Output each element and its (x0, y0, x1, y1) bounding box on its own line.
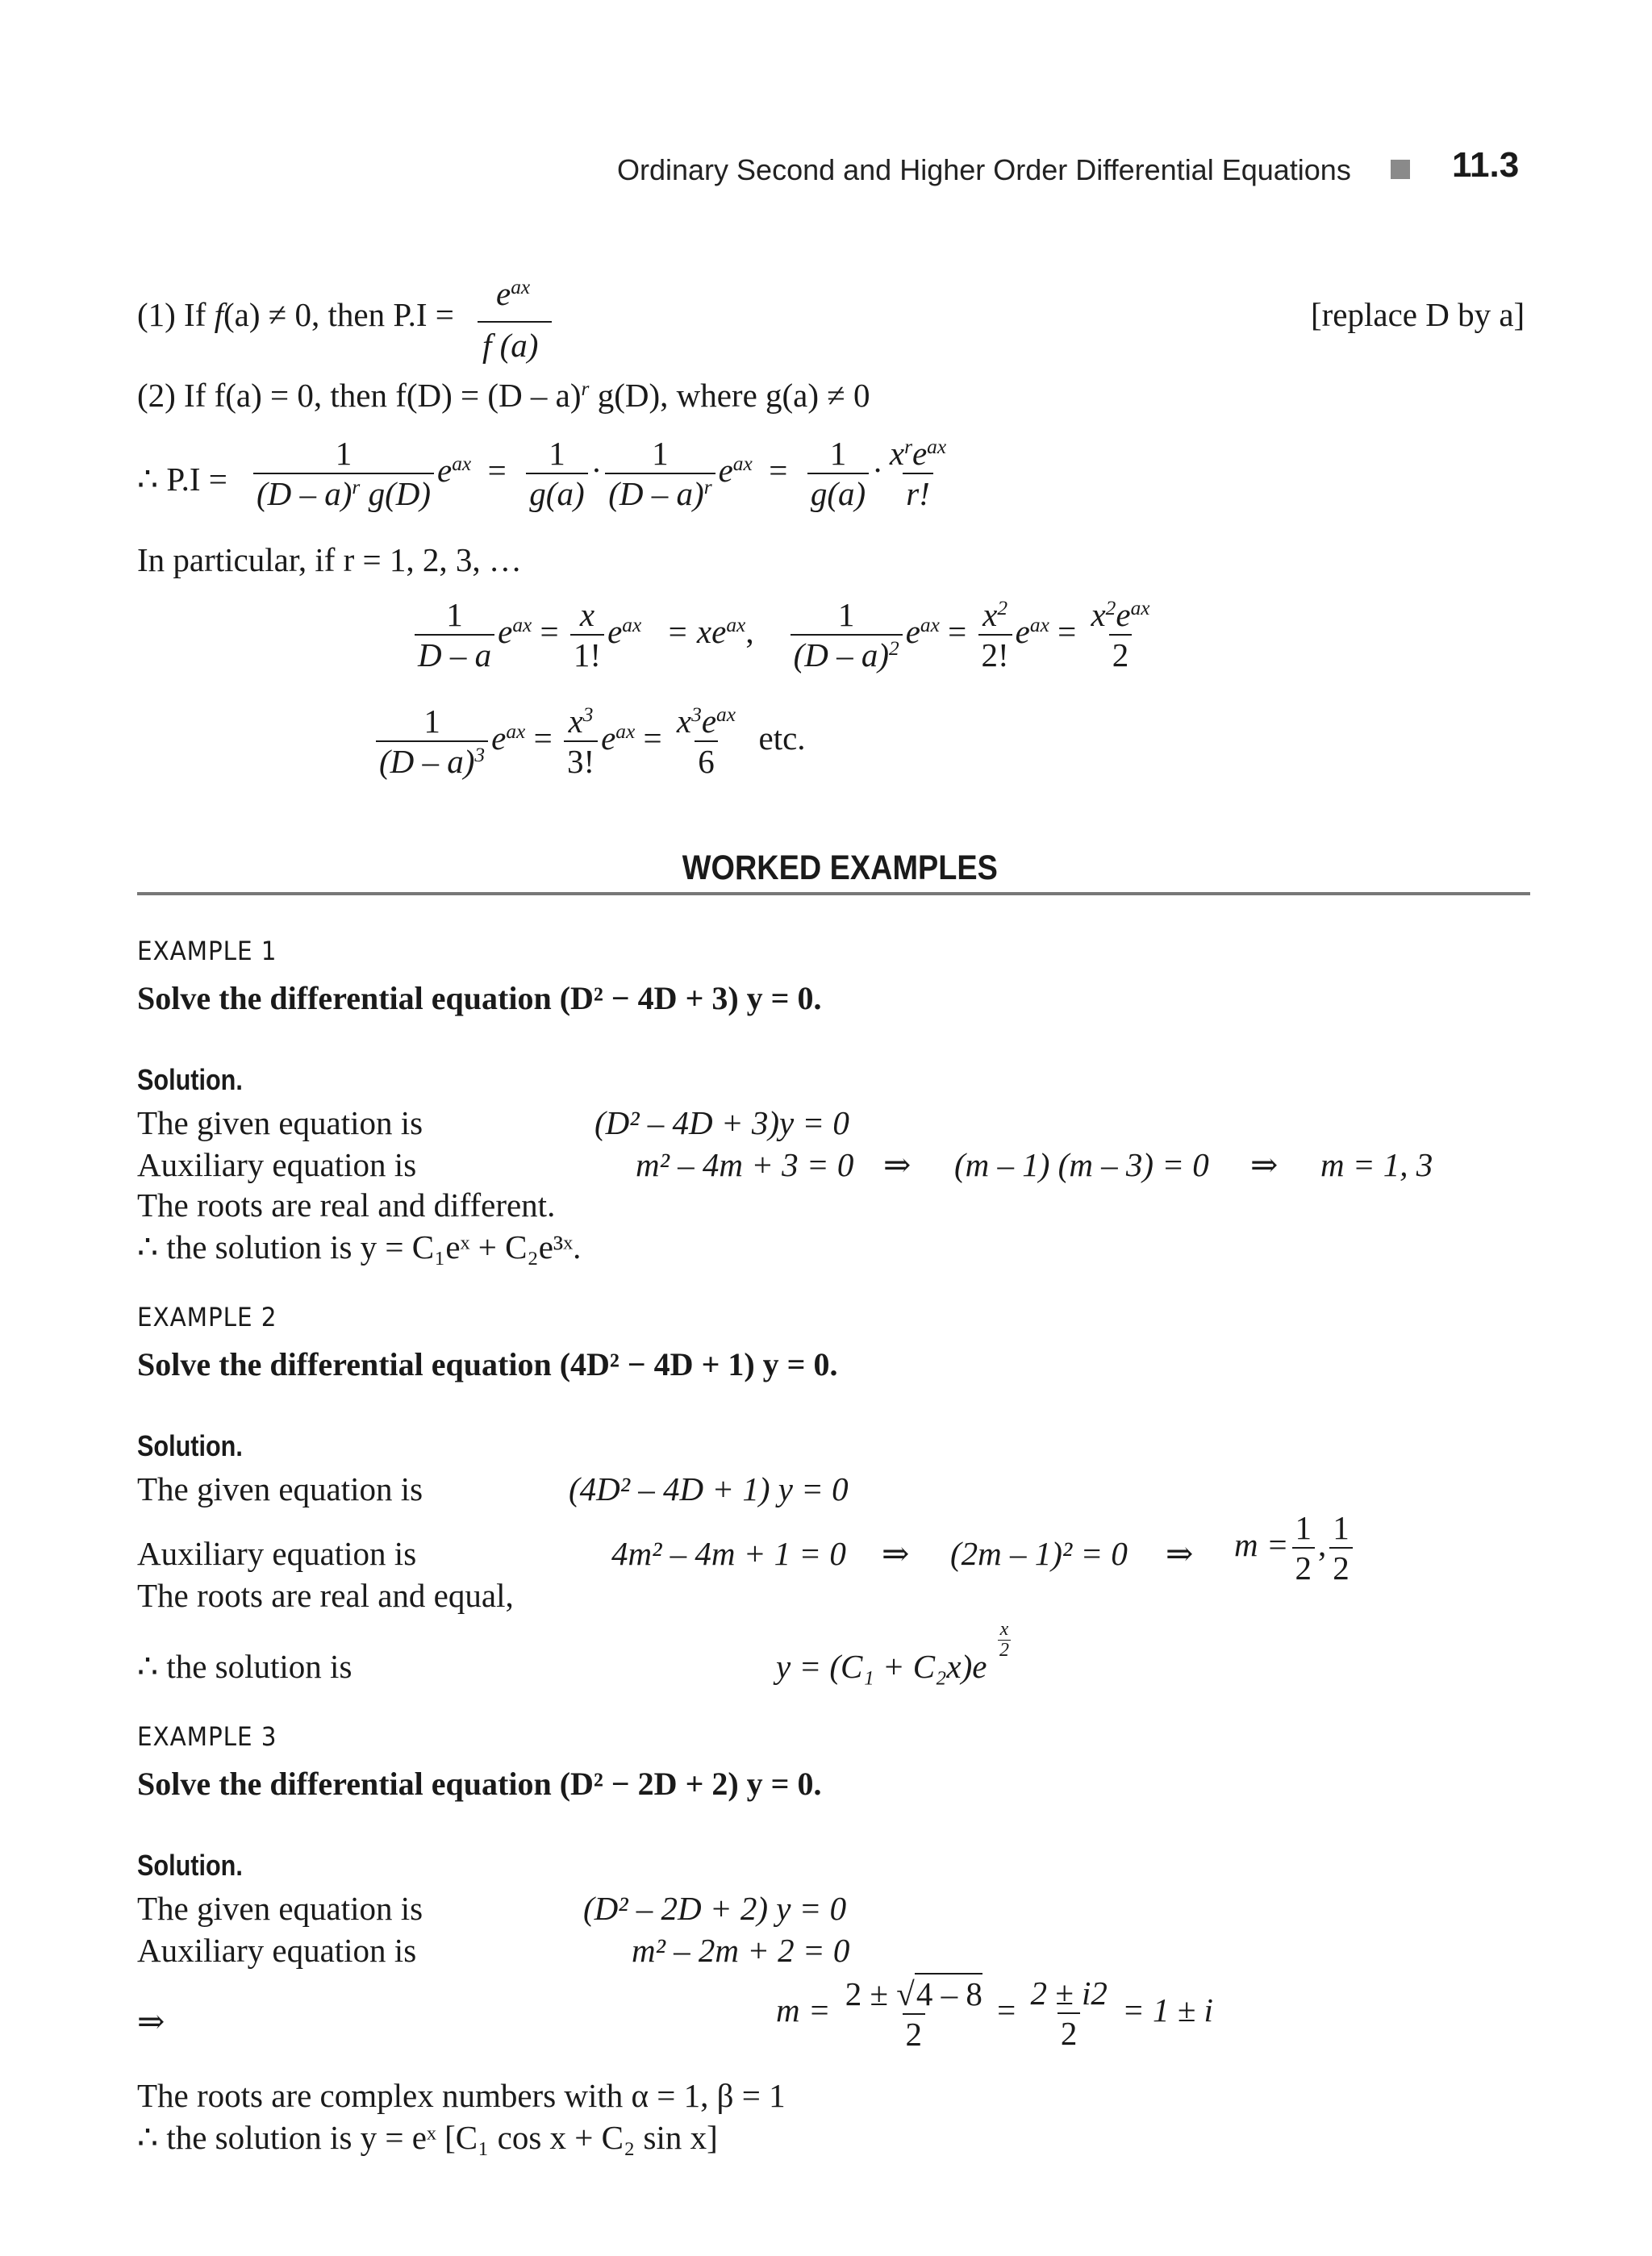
example-2-roots-text: The roots are real and equal, (137, 1577, 514, 1614)
example-2-question: Solve the differential equation (4D² − 4D + 1) y = 0. (137, 1346, 838, 1382)
section-divider (137, 892, 1530, 895)
case1-frac-denominator: f (a) (482, 327, 539, 364)
pr2-frac-3: $\frac{x^3e^{ax}}{6}$ (676, 703, 736, 781)
case1-frac-bar (478, 321, 552, 323)
case1-f: f (214, 296, 224, 333)
example-1-given-text: The given equation is (137, 1104, 423, 1141)
pr1-frac-4: $\frac{x^2}{2!}$ (978, 595, 1012, 675)
example-2-implies-1: ⇒ (882, 1535, 910, 1572)
example-1-aux-step: (m – 1) (m – 3) = 0 (954, 1146, 1209, 1183)
example-3-roots-eq: m = $\frac{2 \pm √4 - 8}{2}$ = $\frac{2 \pm i2}{2}$ = 1 ± i (776, 1975, 1213, 2054)
example-3-roots-text: The roots are complex numbers with α = 1, β = 1 (137, 2077, 786, 2114)
example-2-given-text: The given equation is (137, 1470, 423, 1507)
in-particular: In particular, if r = 1, 2, 3, … (137, 541, 522, 578)
example-3-solution: ∴ the solution is y = eˣ [C₁ cos x + C₂ sin x] (137, 2119, 718, 2156)
pr2-frac-2: $\frac{x^3}{3!}$ (564, 702, 598, 782)
example-1-implies-2: ⇒ (1250, 1146, 1279, 1183)
case1-line (137, 295, 454, 334)
example-2-solution-label: Solution. (137, 1429, 243, 1462)
page-number: 11.3 (1452, 145, 1520, 185)
example-1-given-eq: (D² – 4D + 3)y = 0 (594, 1104, 849, 1141)
pr1-frac-1: $\frac{1}{D - a}$ (415, 595, 494, 675)
case1-prefix: (1) If (137, 296, 215, 333)
example-1-aux-eq: m² – 4m + 3 = 0 (636, 1146, 854, 1183)
example-3-aux-eq: m² – 2m + 2 = 0 (632, 1932, 850, 1969)
case1-frac-numerator: $e^{ax}$ (496, 275, 531, 312)
example-1-aux-text: Auxiliary equation is (137, 1146, 417, 1183)
example-2-aux-text: Auxiliary equation is (137, 1535, 417, 1572)
section-title: WORKED EXAMPLES (682, 849, 998, 887)
example-3-given-text: The given equation is (137, 1890, 423, 1927)
example-3-given-eq: (D² – 2D + 2) y = 0 (583, 1890, 847, 1927)
case1-note: [replace D by a] (1311, 296, 1525, 333)
example-3-frac-1: $\frac{2 \pm √4 - 8}{2}$ (842, 1973, 986, 2054)
example-2-solution-text: ∴ the solution is (137, 1648, 353, 1685)
pr1-frac-3: $\frac{1}{(D - a)^2}$ (791, 595, 903, 675)
case2-line: (2) If f(a) = 0, then f(D) = (D – a)$^r$ g(D), where g(a) ≠ 0 (137, 377, 870, 414)
example-1-roots-text: The roots are real and different. (137, 1186, 556, 1224)
example-3-question: Solve the differential equation (D² − 2D + 2) y = 0. (137, 1766, 822, 1802)
pi-label: ∴ P.I = (137, 461, 227, 498)
example-1-solution: ∴ the solution is y = C₁eˣ + C₂e³ˣ. (137, 1228, 582, 1266)
example-3-aux-text: Auxiliary equation is (137, 1932, 417, 1969)
case1-mid: (a) ≠ 0, then P.I = (223, 296, 454, 333)
pr1-frac-2: $\frac{x}{1!}$ (570, 595, 604, 675)
example-1-question: Solve the differential equation (D² − 4D + 3) y = 0. (137, 980, 822, 1016)
example-2-roots: m = $\frac{1}{2}$ , $\frac{1}{2}$ (1234, 1508, 1356, 1588)
example-1-solution-label: Solution. (137, 1063, 243, 1096)
header-square-icon (1391, 160, 1410, 179)
pr2-frac-1: $\frac{1}{(D - a)^3}$ (376, 702, 488, 782)
pi-frac-2: $\frac{1}{g(a)}$ (526, 434, 587, 514)
pi-frac-4: $\frac{1}{g(a)}$ (807, 434, 869, 514)
example-2-aux-eq: 4m² – 4m + 1 = 0 (611, 1535, 846, 1572)
pr1-frac-5: $\frac{x^2e^{ax}}{2}$ (1091, 596, 1150, 674)
example-1-implies-1: ⇒ (883, 1146, 912, 1183)
pi-frac-1: $\frac{1}{(D - a)^r g(D)}$ (253, 434, 434, 514)
particular-row-2: $\frac{1}{(D - a)^3}$ $e^{ax}$ = $\frac{x^3}{3!}$ $e^{ax}$ = $\frac{x^3e^{ax}}{6}$ etc. (373, 702, 806, 782)
example-2-implies-2: ⇒ (1166, 1535, 1194, 1572)
example-3-frac-2: $\frac{2 \pm i2}{2}$ (1030, 1975, 1108, 2053)
particular-row-1: $\frac{1}{D - a}$ $e^{ax}$ = $\frac{x}{1!}$ $e^{ax}$ = $xe^{ax}$, $\frac{1}{(D - a)^2}$ $e^{ax}$ = $\frac{x^2}{2!}$ $e^{ax}$ = $\frac{x^2e^{ax}}{2}$ (411, 595, 1157, 675)
example-2-aux-step: (2m – 1)² = 0 (950, 1535, 1128, 1572)
running-header-title: Ordinary Second and Higher Order Differential Equations (617, 153, 1351, 186)
example-3-implies: ⇒ (137, 2003, 165, 2040)
pi-frac-3: $\frac{1}{(D - a)^r}$ (605, 434, 715, 514)
example-2-exponent: x 2 (999, 1619, 1009, 1662)
example-2-label: EXAMPLE 2 (137, 1302, 277, 1332)
pi-expression: $\frac{1}{(D - a)^r g(D)}$ $e^{ax}$ = $\frac{1}{g(a)}$ · $\frac{1}{(D - a)^r}$ $e^{ax}$ = $\frac{1}{g(a)}$ · $\frac{x^re^{ax}}{r!}$ (250, 434, 953, 514)
example-2-given-eq: (4D² – 4D + 1) y = 0 (569, 1470, 849, 1507)
pi-frac-5: $\frac{x^re^{ax}}{r!}$ (889, 435, 947, 513)
example-1-label: EXAMPLE 1 (137, 936, 277, 966)
example-2-solution-eq: y = (C₁ + C₂x)e (776, 1648, 987, 1685)
example-3-label: EXAMPLE 3 (137, 1721, 277, 1752)
example-3-solution-label: Solution. (137, 1849, 243, 1882)
example-1-roots: m = 1, 3 (1320, 1146, 1433, 1183)
